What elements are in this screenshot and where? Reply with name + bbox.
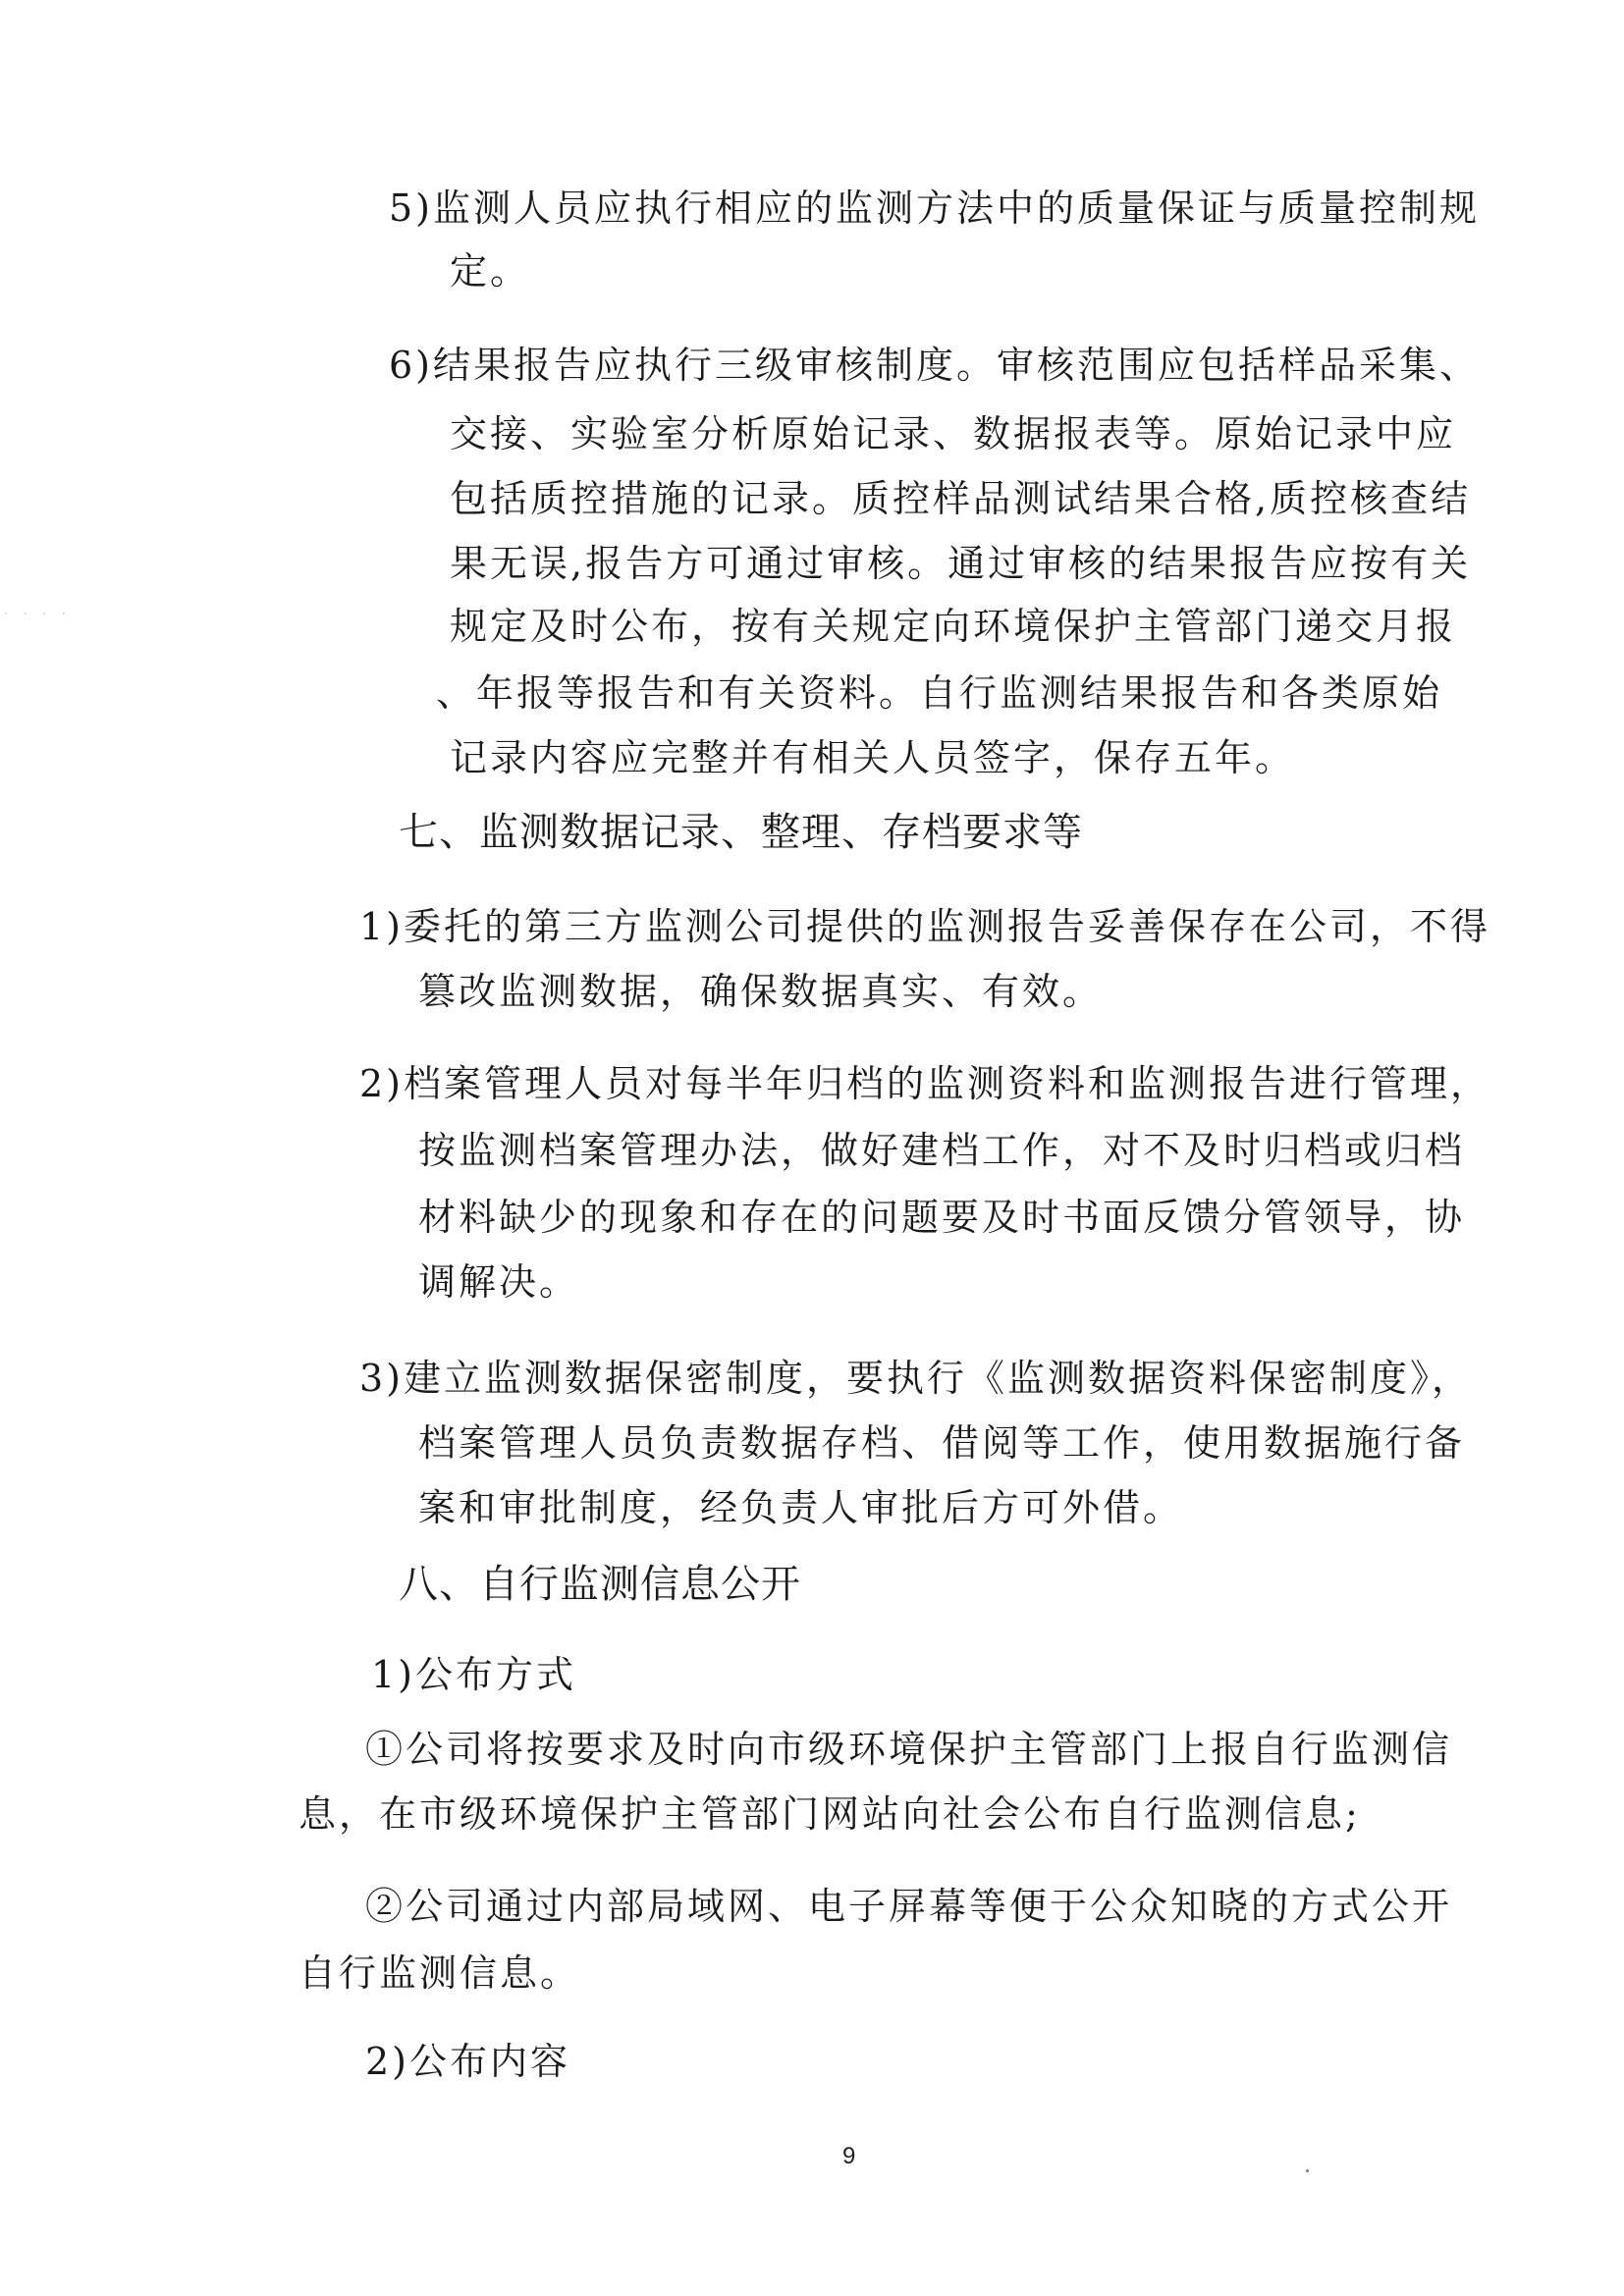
section8-p1-line-2: 息，在市级环境保护主管部门网站向社会公布自行监测信息;: [298, 1792, 1361, 1836]
section8-sub1: 1)公布方式: [371, 1653, 577, 1696]
section7-heading: 七、监测数据记录、整理、存档要求等: [399, 810, 1083, 855]
section7-item2-line-2: 按监测档案管理办法，做好建档工作，对不及时归档或归档: [418, 1129, 1466, 1172]
item6-line-4: 果无误,报告方可通过审核。通过审核的结果报告应按有关: [450, 542, 1472, 585]
scan-artifact-marks: · · · ·: [4, 607, 72, 620]
item5-line-1: 5)监测人员应执行相应的监测方法中的质量保证与质量控制规: [389, 187, 1481, 230]
section7-item2-line-1: 2)档案管理人员对每半年归档的监测资料和监测报告进行管理，: [359, 1062, 1491, 1105]
section7-item1-line-1: 1)委托的第三方监测公司提供的监测报告妥善保存在公司，不得: [359, 905, 1491, 948]
item6-line-1: 6)结果报告应执行三级审核制度。审核范围应包括样品采集、: [389, 344, 1481, 387]
section7-item1-line-2: 篡改监测数据，确保数据真实、有效。: [418, 970, 1104, 1013]
section7-item3-line-2: 档案管理人员负责数据存档、借阅等工作，使用数据施行备: [418, 1421, 1466, 1465]
section8-sub2: 2)公布内容: [365, 2040, 571, 2083]
section8-heading: 八、自行监测信息公开: [399, 1562, 801, 1607]
item6-line-5: 规定及时公布，按有关规定向环境保护主管部门递交月报: [450, 605, 1457, 648]
item5-line-2: 定。: [450, 249, 531, 293]
section7-item2-line-3: 材料缺少的现象和存在的问题要及时书面反馈分管领导，协: [418, 1196, 1466, 1239]
section8-p2-line-2: 自行监测信息。: [298, 1951, 581, 1995]
item6-line-3: 包括质控措施的记录。质控样品测试结果合格,质控核查结: [450, 477, 1472, 520]
item6-line-6: 、年报等报告和有关资料。自行监测结果报告和各类原始: [436, 671, 1443, 715]
section7-item2-line-4: 调解决。: [418, 1260, 580, 1304]
section8-p1-line-1: ①公司将按要求及时向市级环境保护主管部门上报自行监测信: [365, 1728, 1453, 1771]
scan-artifact-dot: [1306, 2169, 1309, 2172]
item6-line-2: 交接、实验室分析原始记录、数据报表等。原始记录中应: [450, 412, 1457, 455]
page-number: 9: [842, 2143, 856, 2169]
section7-item3-line-1: 3)建立监测数据保密制度，要执行《监测数据资料保密制度》，: [359, 1357, 1473, 1400]
section8-p2-line-1: ②公司通过内部局域网、电子屏幕等便于公众知晓的方式公开: [365, 1885, 1453, 1928]
section7-item3-line-3: 案和审批制度，经负责人审批后方可外借。: [418, 1486, 1184, 1529]
item6-line-7: 记录内容应完整并有相关人员签字，保存五年。: [450, 736, 1296, 779]
